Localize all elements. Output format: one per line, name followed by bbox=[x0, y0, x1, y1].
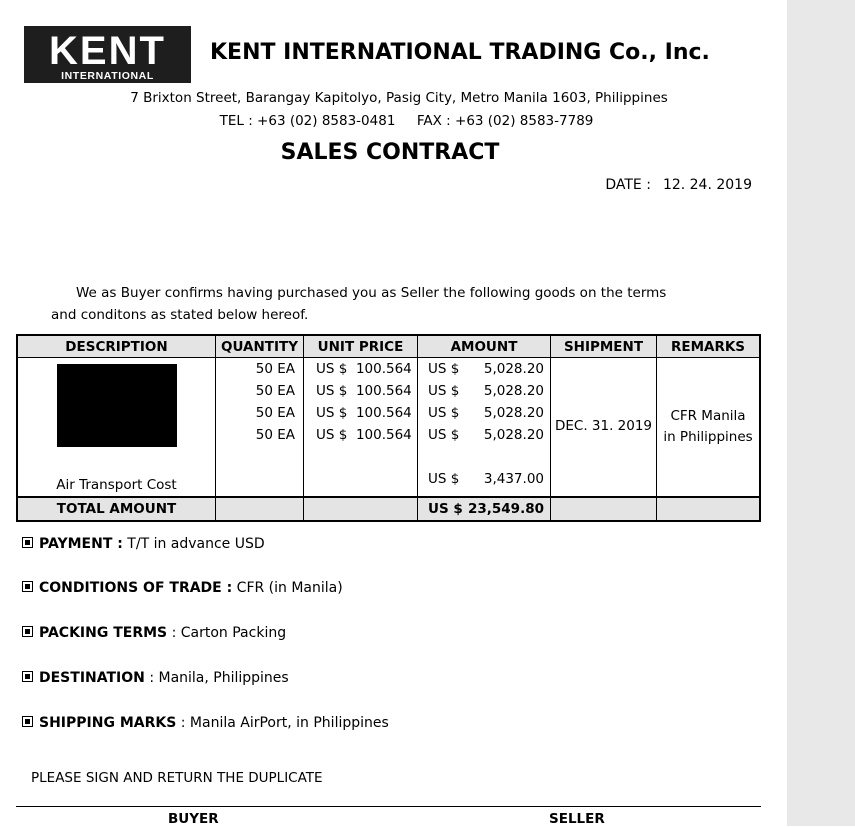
term-label: DESTINATION bbox=[39, 670, 145, 686]
quantity-value: 50 EA bbox=[255, 383, 295, 399]
unit-price-line bbox=[304, 358, 417, 380]
seller-label: SELLER bbox=[549, 811, 605, 827]
bullet-square-icon bbox=[22, 716, 33, 727]
term-value: : Carton Packing bbox=[167, 625, 287, 641]
bullet-square-icon bbox=[22, 537, 33, 548]
term-value: : Manila AirPort, in Philippines bbox=[176, 715, 389, 731]
unit-price-value: 100.564 bbox=[355, 405, 412, 421]
quantity-value: 50 EA bbox=[255, 405, 295, 421]
remarks-line-2: in Philippines bbox=[663, 429, 753, 445]
term-shipping-marks bbox=[22, 715, 389, 731]
unit-currency: US $ bbox=[316, 383, 348, 399]
unit-price-line bbox=[304, 380, 417, 402]
header-quantity: QUANTITY bbox=[216, 335, 304, 358]
total-empty-cell bbox=[551, 497, 657, 521]
amount-cell bbox=[418, 358, 551, 498]
amount-value: 5,028.20 bbox=[483, 361, 544, 377]
intro-text-line-2: and conditons as stated below hereof. bbox=[51, 307, 309, 323]
logo-sub-text: INTERNATIONAL bbox=[61, 70, 154, 82]
total-currency: US $ bbox=[428, 501, 463, 517]
amount-currency: US $ bbox=[428, 361, 460, 377]
header-unit-price: UNIT PRICE bbox=[304, 335, 418, 358]
header-shipment: SHIPMENT bbox=[551, 335, 657, 358]
signature-divider bbox=[16, 806, 761, 807]
table-body-row bbox=[17, 358, 760, 498]
viewer-side-panel bbox=[787, 0, 855, 826]
amount-value: 5,028.20 bbox=[483, 427, 544, 443]
unit-price-cell bbox=[304, 358, 418, 498]
bullet-square-icon bbox=[22, 626, 33, 637]
company-name: KENT INTERNATIONAL TRADING Co., Inc. bbox=[210, 40, 710, 65]
sign-instruction: PLEASE SIGN AND RETURN THE DUPLICATE bbox=[31, 770, 323, 786]
spacer bbox=[418, 446, 550, 468]
company-address: 7 Brixton Street, Barangay Kapitolyo, Pasig City, Metro Manila 1603, Philippines bbox=[130, 90, 668, 106]
total-amount-value: 23,549.80 bbox=[467, 501, 544, 517]
term-label: PACKING TERMS bbox=[39, 625, 168, 641]
unit-currency: US $ bbox=[316, 427, 348, 443]
header-remarks: REMARKS bbox=[657, 335, 761, 358]
unit-price-value: 100.564 bbox=[355, 361, 412, 377]
total-empty-cell bbox=[304, 497, 418, 521]
amount-line bbox=[418, 402, 550, 424]
term-label: SHIPPING MARKS bbox=[39, 715, 177, 731]
amount-currency: US $ bbox=[428, 383, 460, 399]
buyer-label: BUYER bbox=[168, 811, 219, 827]
unit-price-line bbox=[304, 424, 417, 446]
amount-line bbox=[418, 468, 550, 490]
bullet-square-icon bbox=[22, 671, 33, 682]
shipment-cell bbox=[551, 358, 657, 498]
unit-currency: US $ bbox=[316, 361, 348, 377]
total-empty-cell bbox=[657, 497, 761, 521]
term-destination bbox=[22, 670, 289, 686]
unit-price-value: 100.564 bbox=[355, 383, 412, 399]
amount-line bbox=[418, 424, 550, 446]
unit-price-value: 100.564 bbox=[355, 427, 412, 443]
goods-table bbox=[16, 334, 761, 522]
term-packing bbox=[22, 625, 286, 641]
document-title: SALES CONTRACT bbox=[280, 140, 500, 165]
quantity-value: 50 EA bbox=[255, 361, 295, 377]
term-value: CFR (in Manila) bbox=[232, 580, 343, 596]
amount-value: 5,028.20 bbox=[483, 383, 544, 399]
header-description: DESCRIPTION bbox=[17, 335, 216, 358]
remarks-cell bbox=[657, 358, 761, 498]
quantity-value: 50 EA bbox=[255, 427, 295, 443]
term-payment bbox=[22, 536, 265, 552]
date-line bbox=[605, 177, 752, 193]
table-header-row bbox=[17, 335, 760, 358]
term-label: CONDITIONS OF TRADE : bbox=[39, 580, 233, 596]
total-empty-cell bbox=[216, 497, 304, 521]
amount-currency: US $ bbox=[428, 405, 460, 421]
term-value: : Manila, Philippines bbox=[144, 670, 289, 686]
unit-price-line bbox=[304, 402, 417, 424]
term-conditions-of-trade bbox=[22, 580, 343, 596]
company-logo bbox=[24, 26, 191, 83]
redacted-image bbox=[57, 364, 177, 447]
quantity-cell bbox=[216, 358, 304, 498]
term-label: PAYMENT : bbox=[39, 536, 123, 552]
total-row bbox=[17, 497, 760, 521]
date-value: 12. 24. 2019 bbox=[662, 177, 752, 193]
unit-currency: US $ bbox=[316, 405, 348, 421]
company-contact: TEL : +63 (02) 8583-0481 FAX : +63 (02) 8583-7789 bbox=[219, 113, 594, 129]
term-value: T/T in advance USD bbox=[122, 536, 265, 552]
logo-main-text: KENT bbox=[49, 29, 166, 73]
intro-text-line-1: We as Buyer confirms having purchased you as Seller the following goods on the terms bbox=[76, 285, 667, 301]
description-cell bbox=[17, 358, 216, 498]
amount-value: 3,437.00 bbox=[483, 471, 544, 487]
header-amount: AMOUNT bbox=[418, 335, 551, 358]
amount-line bbox=[418, 358, 550, 380]
total-label: TOTAL AMOUNT bbox=[17, 497, 216, 521]
air-transport-label: Air Transport Cost bbox=[56, 477, 177, 493]
total-amount-cell bbox=[418, 497, 551, 521]
amount-line bbox=[418, 380, 550, 402]
amount-value: 5,028.20 bbox=[483, 405, 544, 421]
remarks-line-1: CFR Manila bbox=[670, 408, 746, 424]
date-label: DATE : bbox=[605, 177, 651, 193]
amount-currency: US $ bbox=[428, 427, 460, 443]
shipment-date: DEC. 31. 2019 bbox=[554, 418, 653, 434]
bullet-square-icon bbox=[22, 581, 33, 592]
amount-currency: US $ bbox=[428, 471, 460, 487]
